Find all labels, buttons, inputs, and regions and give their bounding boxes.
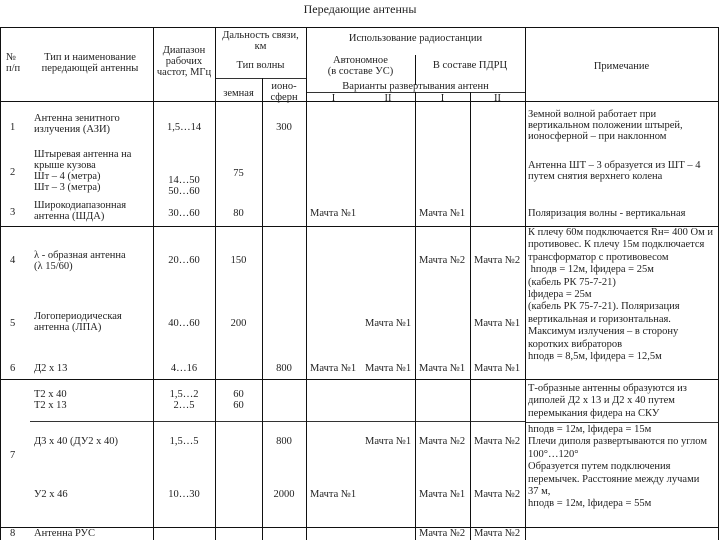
- mast: Мачта №1: [365, 436, 412, 447]
- row-num: 2: [10, 167, 16, 178]
- antenna-name: У2 х 46: [34, 489, 68, 500]
- ground: 75: [233, 168, 244, 179]
- row-num: 1: [10, 122, 16, 133]
- mast: Мачта №1: [419, 489, 466, 500]
- antenna-name: Д3 х 40 (ДУ2 х 40): [34, 436, 119, 447]
- mast: Мачта №2: [474, 489, 521, 500]
- header-note: Примечание: [593, 61, 650, 72]
- note: К плечу 60м подключается Rн= 400 Ом и противовес. К плечу 15м подключается трансформатор с противовесом hподв = 12м, lфидера = 25м (кабель РК 75-7-21) lфидера = 25м (кабель РК 75-7-21). Поляризация вертикальная и горизонтальная. Максимум излучения – в сторону коротких вибраторов hподв = 8,5м, lфидера = 12,5м: [528, 227, 713, 363]
- iono: 800: [276, 363, 292, 374]
- mast: Мачта №1: [365, 318, 412, 329]
- antenna-name: λ - образная антенна (λ 15/60): [34, 250, 126, 272]
- range: 10…30: [168, 489, 200, 500]
- antenna-name: Антенна РУС: [34, 528, 95, 539]
- note: Земной волной работает при вертикальном положении штырей, ионосферной – при наклонном: [528, 109, 683, 142]
- ground: 150: [230, 255, 247, 266]
- page-title: Передающие антенны: [303, 2, 417, 16]
- mast: Мачта №2: [419, 255, 466, 266]
- mast: Мачта №1: [419, 208, 466, 219]
- header-variants: Варианты развертывания антенн: [342, 81, 489, 92]
- mast: Мачта №2: [419, 436, 466, 447]
- mast: Мачта №1: [365, 363, 412, 374]
- mast: Мачта №1: [310, 208, 357, 219]
- mast: Мачта №2: [474, 255, 521, 266]
- antenna-name: Д2 х 13: [34, 363, 68, 374]
- range: 1,5…2 2…5: [169, 389, 199, 411]
- mast: Мачта №2: [419, 528, 466, 539]
- antenna-name: Логопериодическая антенна (ЛПА): [34, 311, 122, 333]
- mast: Мачта №1: [310, 363, 357, 374]
- note: Антенна ШТ – 3 образуется из ШТ – 4 путем снятия верхнего колена: [528, 160, 701, 182]
- range: 4…16: [170, 363, 198, 374]
- ground: 80: [233, 208, 244, 219]
- header-variant: I: [331, 93, 336, 104]
- header-variant: II: [384, 93, 392, 104]
- header-range: Диапазон рабочих частот, МГц: [156, 45, 212, 78]
- header-iono: ионо- сферн: [270, 81, 298, 103]
- ground: 200: [230, 318, 247, 329]
- note: hподв = 12м, lфидера = 15м Плечи диполя развертываются по углом 100°…120° Образуется путем подключения перемычек. Расстояние между лучами 37 м, hподв = 12м, lфидера = 55м: [528, 424, 707, 510]
- antenna-name: Широкодиапазонная антенна (ШДА): [34, 200, 127, 222]
- antenna-name: Штыревая антенна на крыше кузова Шт – 4 (метра) Шт – 3 (метра): [34, 149, 132, 193]
- range: 14…50 50…60: [168, 175, 200, 197]
- header-variant: I: [440, 93, 445, 104]
- iono: 300: [276, 122, 292, 133]
- header-name: Тип и наименование передающей антенны: [41, 52, 139, 74]
- range: 40…60: [168, 318, 200, 329]
- antenna-name: Т2 х 40 Т2 х 13: [34, 389, 67, 411]
- note: Т-образные антенны образуются из диполей Д2 х 13 и Д2 х 40 путем перемыкания фидера на СКУ: [528, 383, 687, 419]
- range: 30…60: [168, 208, 200, 219]
- range: 20…60: [168, 255, 200, 266]
- note: Поляризация волны - вертикальная: [528, 208, 686, 219]
- mast: Мачта №2: [474, 528, 521, 539]
- iono: 800: [276, 436, 292, 447]
- row-num: 4: [10, 255, 16, 266]
- header-wave-type: Тип волны: [236, 60, 285, 71]
- mast: Мачта №1: [310, 489, 357, 500]
- mast: Мачта №1: [419, 363, 466, 374]
- antenna-name: Антенна зенитного излучения (АЗИ): [34, 113, 120, 135]
- header-num: № п/п: [6, 52, 21, 74]
- header-usage: Использование радиостанции: [348, 33, 483, 44]
- ground: 60 60: [233, 389, 244, 411]
- header-autonomous: Автономное (в составе УС): [327, 55, 394, 77]
- header-distance: Дальность связи, км: [222, 30, 299, 52]
- range: 1,5…14: [166, 122, 202, 133]
- iono: 2000: [273, 489, 295, 500]
- row-num: 3: [10, 207, 16, 218]
- header-variant: II: [494, 93, 501, 104]
- header-ground: земная: [223, 88, 254, 99]
- row-num: 7: [10, 450, 16, 461]
- mast: Мачта №2: [474, 436, 521, 447]
- mast: Мачта №1: [474, 318, 521, 329]
- range: 1,5…5: [169, 436, 199, 447]
- row-num: 6: [10, 363, 16, 374]
- header-pdrc: В составе ПДРЦ: [432, 60, 508, 71]
- row-num: 5: [10, 318, 16, 329]
- mast: Мачта №1: [474, 363, 521, 374]
- row-num: 8: [10, 528, 16, 539]
